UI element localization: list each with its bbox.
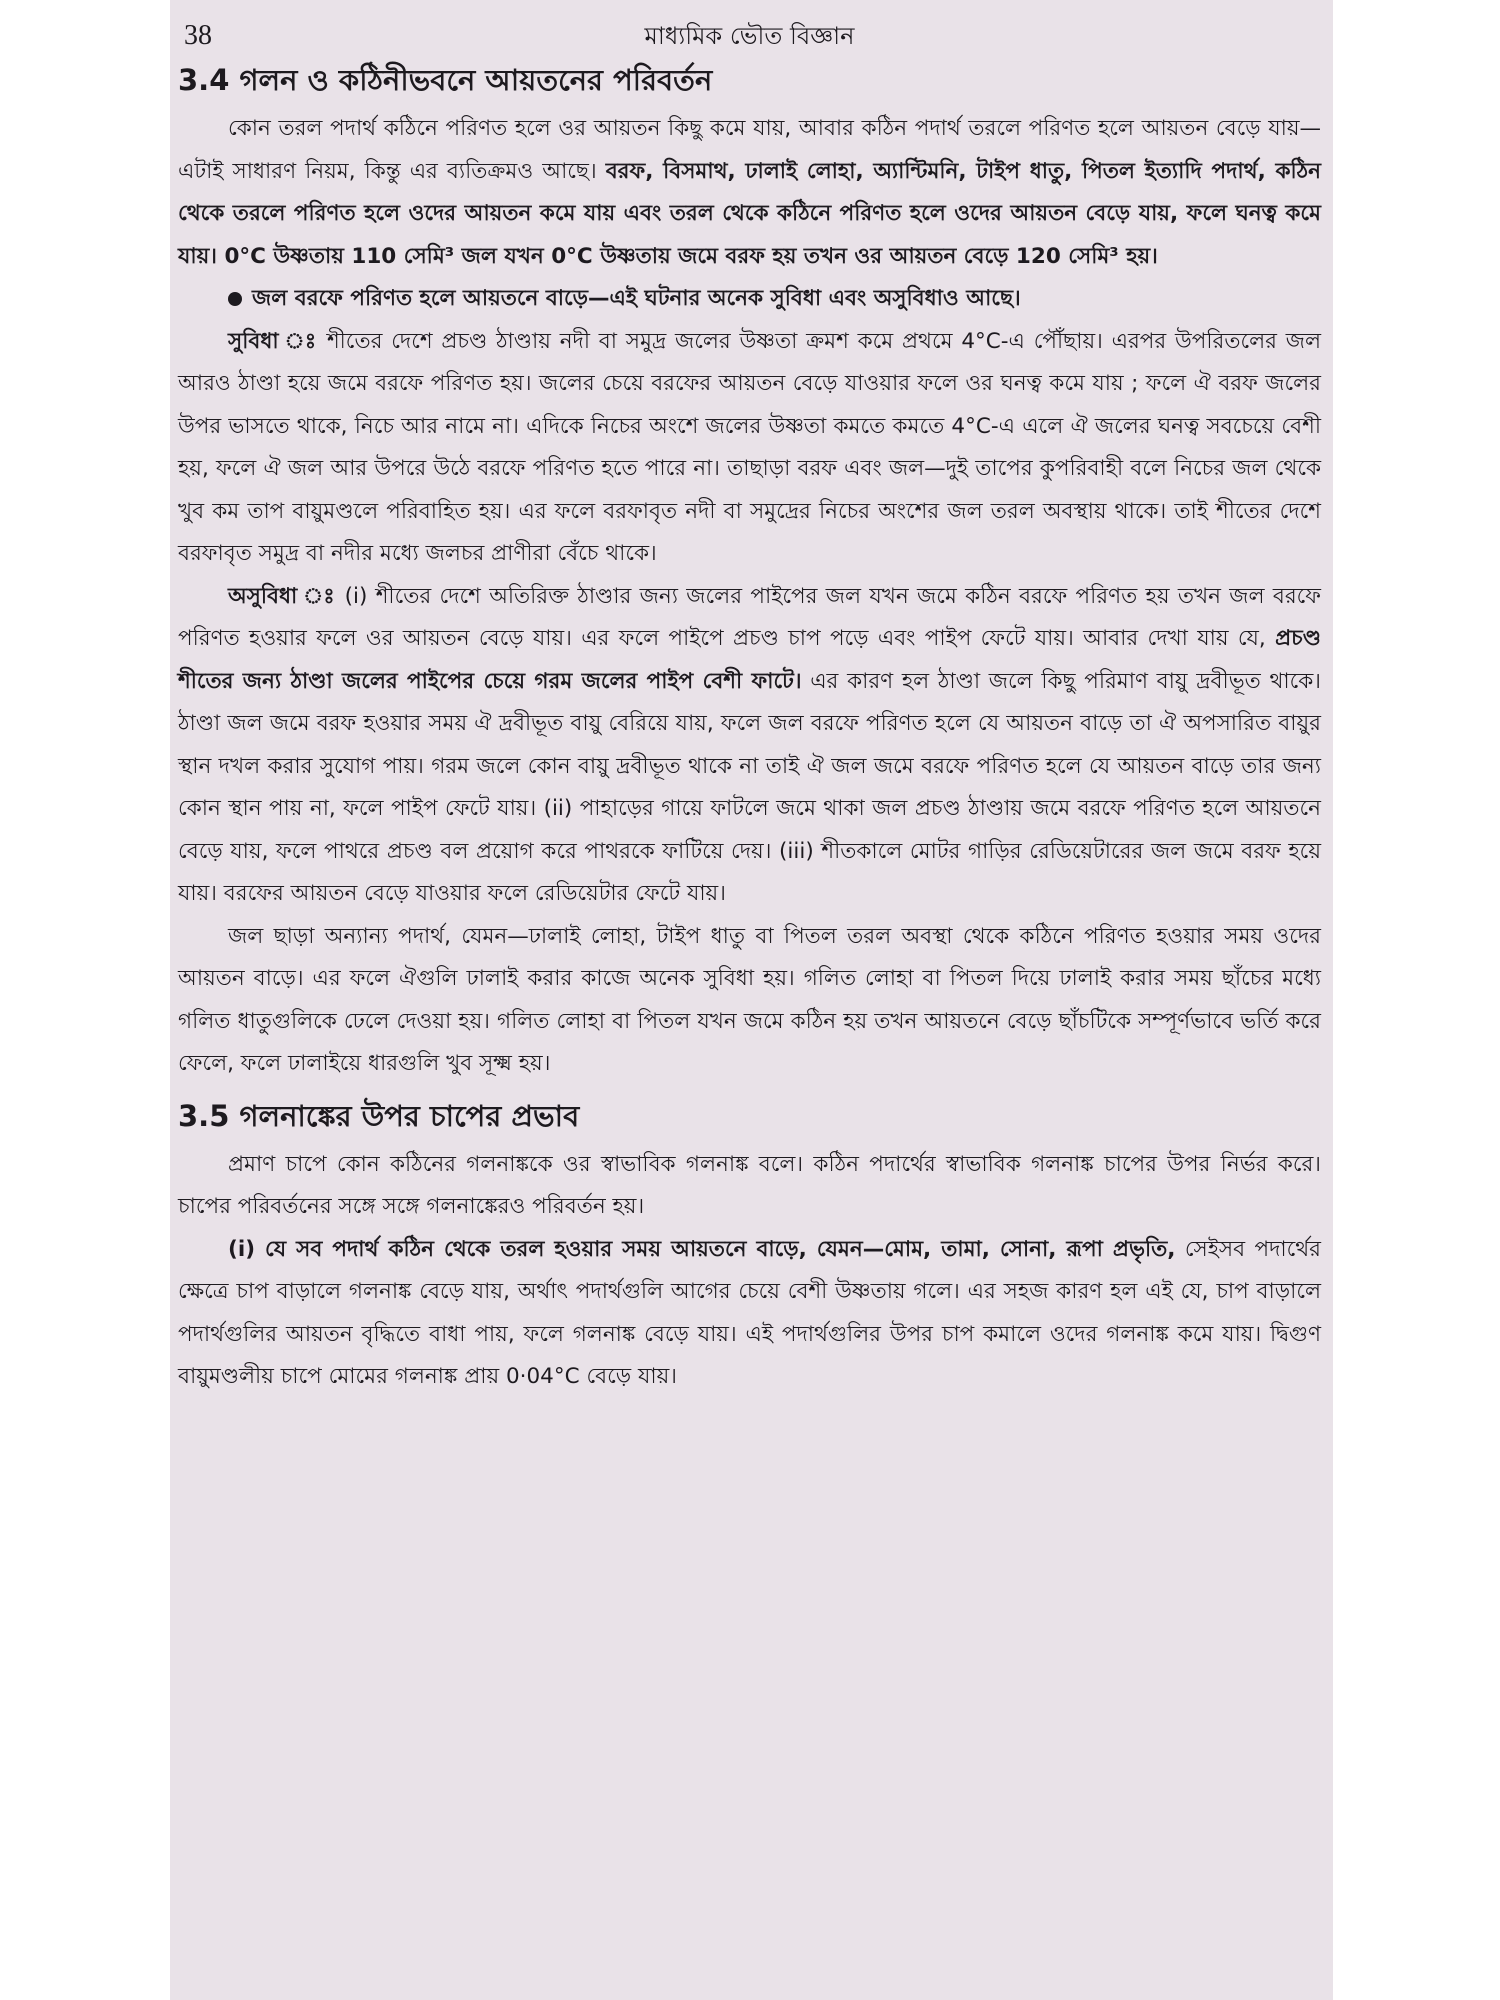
advantage-text: শীতের দেশে প্রচণ্ড ঠাণ্ডায় নদী বা সমুদ্র জলের উষ্ণতা ক্রমশ কমে প্রথমে 4°C-এ পৌঁছায়। এরপর উপরিতলের জল আরও ঠাণ্ডা হয়ে জমে বরফে পরিণত হয়। জলের চেয়ে বরফের আয়তন বেড়ে যাওয়ার ফলে ওর ঘনত্ব কমে যায় ; ফলে ঐ বরফ জলের উপর ভাসতে থাকে, নিচে আর নামে না। এদিকে নিচের অংশে জলের উষ্ণতা কমতে কমতে 4°C-এ এলে ঐ জলের ঘনত্ব সবচেয়ে বেশী হয়, ফলে ঐ জল আর উপরে উঠে বরফে পরিণত হতে পারে না। তাছাড়া বরফ এবং জল—দুই তাপের কুপরিবাহী বলে নিচের জল থেকে খুব কম তাপ বায়ুমণ্ডলে পরিবাহিত হয়। এর ফলে বরফাবৃত নদী বা সমুদ্রের নিচের অংশের জল তরল অবস্থায় থাকে। তাই শীতের দেশে বরফাবৃত সমুদ্র বা নদীর মধ্যে জলচর প্রাণীরা বেঁচে থাকে। [178,328,1321,566]
disadvantage-label: অসুবিধা ঃ [228,583,337,609]
bullet-text: জল বরফে পরিণত হলে আয়তনে বাড়ে—এই ঘটনার অনেক সুবিধা এবং অসুবিধাও আছে। [252,286,1021,311]
paragraph-disadvantages [178,576,1321,916]
pressure-bold-text: (i) যে সব পদার্থ কঠিন থেকে তরল হওয়ার সময় আয়তনে বাড়ে, যেমন—মোম, তামা, সোনা, রূপা প্রভৃতি, [228,1236,1176,1262]
paragraph-casting: জল ছাড়া অন্যান্য পদার্থ, যেমন—ঢালাই লোহা, টাইপ ধাতু বা পিতল তরল অবস্থা থেকে কঠিনে পরিণত হওয়ার সময় ওদের আয়তন বাড়ে। এর ফলে ঐগুলি ঢালাই করার কাজে অনেক সুবিধা হয়। গলিত লোহা বা পিতল দিয়ে ঢালাই করার সময় ছাঁচের মধ্যে গলিত ধাতুগুলিকে ঢেলে দেওয়া হয়। গলিত লোহা বা পিতল যখন জমে কঠিন হয় তখন আয়তনে বেড়ে ছাঁচটিকে সম্পূর্ণভাবে ভর্তি করে ফেলে, ফলে ঢালাইয়ে ধারগুলি খুব সূক্ষ্ম হয়। [178,923,1321,1076]
paragraph-pressure-effect [178,1229,1321,1399]
paragraph-volume-change [178,108,1321,278]
paragraph-text: কোন তরল পদার্থ কঠিনে পরিণত হলে ওর আয়তন কিছু কমে যায়, আবার কঠিন পদার্থ তরলে পরিণত হলে আয়তন বেড়ে যায়—এটাই সাধারণ নিয়ম, কিন্তু এর ব্যতিক্রমও আছে। [178,116,1321,184]
section-gap [178,1086,1321,1092]
page-number: 38 [184,20,212,51]
bullet-icon [228,292,242,306]
page-header [178,6,1321,56]
disadvantage-text-2: এর কারণ হল ঠাণ্ডা জলে কিছু পরিমাণ বায়ু দ্রবীভূত থাকে। ঠাণ্ডা জল জমে বরফ হওয়ার সময় ঐ দ্রবীভূত বায়ু বেরিয়ে যায়, ফলে জল বরফে পরিণত হলে যে আয়তন বাড়ে তা ঐ অপসারিত বায়ুর স্থান দখল করার সুযোগ পায়। গরম জলে কোন বায়ু দ্রবীভূত থাকে না তাই ঐ জল জমে বরফে পরিণত হলে যে আয়তন বাড়ে তার জন্য কোন স্থান পায় না, ফলে পাইপ ফেটে যায়। (ii) পাহাড়ের গায়ে ফাটলে জমে থাকা জল প্রচণ্ড ঠাণ্ডায় জমে বরফে পরিণত হলে আয়তনে বেড়ে যায়, ফলে পাথরে প্রচণ্ড বল প্রয়োগ করে পাথরকে ফাটিয়ে দেয়। (iii) শীতকালে মোটর গাড়ির রেডিয়েটারের জল জমে বরফ হয়ে যায়। বরফের আয়তন বেড়ে যাওয়ার ফলে রেডিয়েটার ফেটে যায়। [178,668,1321,906]
advantage-label: সুবিধা ঃ [228,328,319,354]
disadvantage-text-1: (i) শীতের দেশে অতিরিক্ত ঠাণ্ডার জন্য জলের পাইপের জল যখন জমে কঠিন বরফে পরিণত হয় তখন জল বরফে পরিণত হওয়ার ফলে ওর আয়তন বেড়ে যায়। এর ফলে পাইপে প্রচণ্ড চাপ পড়ে এবং পাইপ ফেটে যায়। আবার দেখা যায় যে, [178,583,1321,651]
section-heading-3-4: 3.4 গলন ও কঠিনীভবনে আয়তনের পরিবর্তন [178,63,713,97]
disadvantage-bold-text: প্রচণ্ড শীতের জন্য ঠাণ্ডা জলের পাইপের চেয়ে গরম জলের পাইপ বেশী ফাটে। [178,626,1321,694]
paragraph-bold-text: বরফ, বিসমাথ, ঢালাই লোহা, অ্যান্টিমনি, টাইপ ধাতু, পিতল ইত্যাদি পদার্থ, কঠিন থেকে তরলে পরিণত হলে ওদের আয়তন কমে যায় এবং তরল থেকে কঠিনে পরিণত হলে ওদের আয়তন বেড়ে যায়, ফলে ঘনত্ব কমে যায়। 0°C উষ্ণতায় 110 সেমি³ জল যখন 0°C উষ্ণতায় জমে বরফ হয় তখন ওর আয়তন বেড়ে 120 সেমি³ হয়। [178,158,1321,269]
paragraph-advantages [178,321,1321,576]
bullet-point [178,278,1321,321]
book-page [170,0,1333,2000]
pressure-text: সেইসব পদার্থের ক্ষেত্রে চাপ বাড়ালে গলনাঙ্ক বেড়ে যায়, অর্থাৎ পদার্থগুলি আগের চেয়ে বেশী উষ্ণতায় গলে। এর সহজ কারণ হল এই যে, চাপ বাড়ালে পদার্থগুলির আয়তন বৃদ্ধিতে বাধা পায়, ফলে গলনাঙ্ক বেড়ে যায়। এই পদার্থগুলির উপর চাপ কমালে ওদের গলনাঙ্ক কমে যায়। দ্বিগুণ বায়ুমণ্ডলীয় চাপে মোমের গলনাঙ্ক প্রায় 0·04°C বেড়ে যায়। [178,1236,1321,1389]
paragraph-normal-melting-point: প্রমাণ চাপে কোন কঠিনের গলনাঙ্ককে ওর স্বাভাবিক গলনাঙ্ক বলে। কঠিন পদার্থের স্বাভাবিক গলনাঙ্ক চাপের উপর নির্ভর করে। চাপের পরিবর্তনের সঙ্গে সঙ্গে গলনাঙ্কেরও পরিবর্তন হয়। [178,1151,1321,1219]
section-heading-3-5: 3.5 গলনাঙ্কের উপর চাপের প্রভাব [178,1098,580,1133]
running-title: মাধ্যমিক ভৌত বিজ্ঞান [644,22,855,50]
